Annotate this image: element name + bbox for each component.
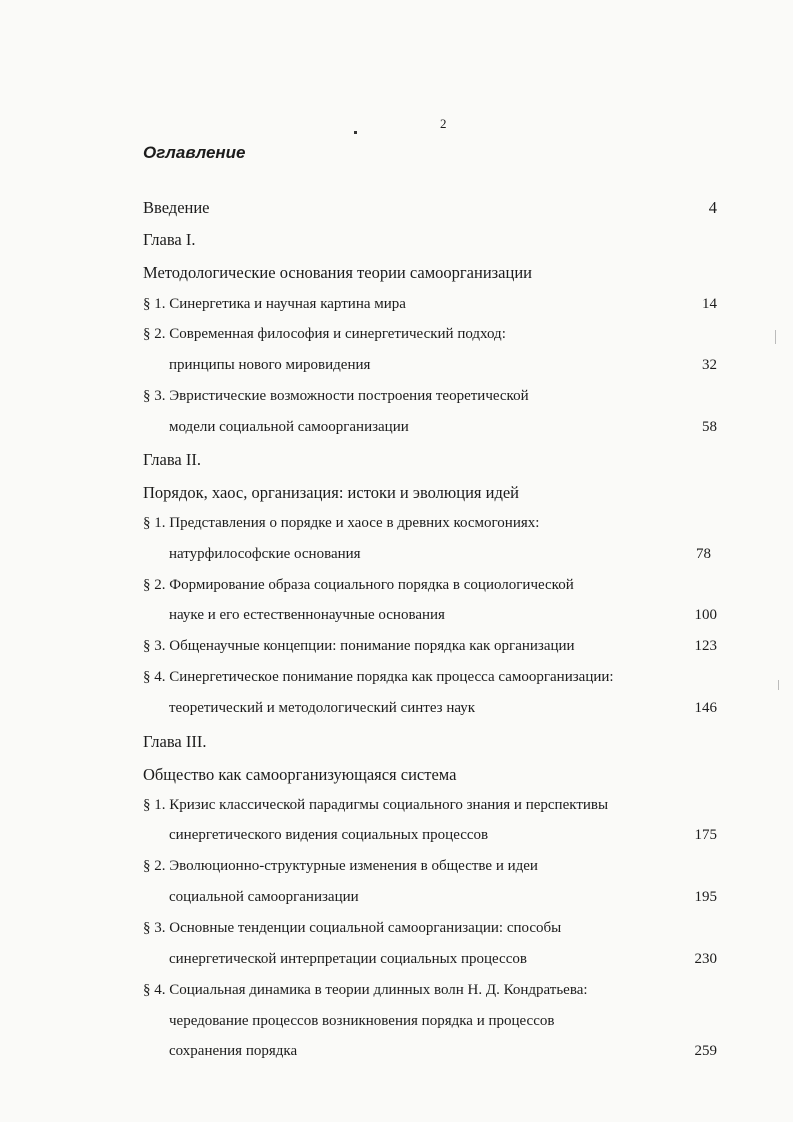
- toc-entry-text: § 3. Эвристические возможности построения теоретической: [143, 388, 529, 404]
- toc-entry-3-4-cont: [143, 1013, 723, 1037]
- toc-chapter-2: [143, 450, 723, 474]
- toc-entry-text: теоретический и методологический синтез наук: [169, 700, 476, 716]
- toc-entry-2-4: [143, 669, 723, 693]
- toc-chapter-1-title: [143, 263, 723, 287]
- toc-entry-page: 14: [702, 296, 717, 312]
- toc-entry-text: § 1. Синергетика и научная картина мира: [143, 296, 406, 312]
- toc-entry-page: 123: [694, 638, 717, 654]
- toc-entry-3-1-cont: [143, 827, 723, 851]
- toc-entry-page: 195: [694, 889, 717, 905]
- toc-entry-2-1: [143, 515, 723, 539]
- toc-entry-text: § 2. Формирование образа социального порядка в социологической: [143, 577, 574, 593]
- toc-entry-page: 100: [694, 607, 717, 623]
- toc-entry-text: модели социальной самоорганизации: [169, 419, 409, 435]
- toc-entry-page: 146: [694, 700, 717, 716]
- toc-entry-1-3-cont: [143, 419, 723, 443]
- toc-entry-2-3: [143, 638, 723, 662]
- toc-entry-text: Общество как самоорганизующаяся система: [143, 765, 457, 784]
- scan-speck: [778, 680, 779, 690]
- toc-entry-text: Глава II.: [143, 450, 201, 469]
- toc-entry-text: сохранения порядка: [169, 1043, 298, 1059]
- toc-entry-page: 32: [702, 357, 717, 373]
- toc-entry-text: Глава III.: [143, 732, 207, 751]
- toc-entry-page: 230: [694, 951, 717, 967]
- toc-entry-text: синергетической интерпретации социальных процессов: [169, 951, 527, 967]
- toc-entry-text: социальной самоорганизации: [169, 889, 359, 905]
- toc-entry-intro: [143, 198, 723, 222]
- toc-entry-text: натурфилософские основания: [169, 546, 361, 562]
- toc-entry-text: Порядок, хаос, организация: истоки и эволюция идей: [143, 483, 519, 502]
- toc-entry-1-3: [143, 388, 723, 412]
- toc-entry-3-1: [143, 797, 723, 821]
- page-number: 2: [440, 116, 447, 131]
- toc-chapter-3-title: [143, 765, 723, 789]
- toc-entry-text: § 2. Эволюционно-структурные изменения в обществе и идеи: [143, 858, 538, 874]
- toc-entry-page: 58: [702, 419, 717, 435]
- toc-entry-3-2: [143, 858, 723, 882]
- toc-entry-3-3-cont: [143, 951, 723, 975]
- toc-entry-1-1: [143, 296, 723, 320]
- toc-entry-text: § 1. Кризис классической парадигмы социального знания и перспективы: [143, 797, 609, 813]
- toc-chapter-1: [143, 230, 723, 254]
- toc-entry-1-2: [143, 326, 723, 350]
- toc-entry-text: науке и его естественнонаучные основания: [169, 607, 445, 623]
- toc-entry-text: § 3. Общенаучные концепции: понимание порядка как организации: [143, 638, 575, 654]
- toc-entry-text: § 4. Синергетическое понимание порядка как процесса самоорганизации:: [143, 669, 614, 685]
- toc-entry-3-4: [143, 982, 723, 1006]
- toc-entry-page: 259: [694, 1043, 717, 1059]
- toc-entry-text: принципы нового мировидения: [169, 357, 371, 373]
- toc-entry-2-2-cont: [143, 607, 723, 631]
- toc-entry-2-1-cont: [143, 546, 723, 570]
- toc-entry-3-4-cont2: [143, 1043, 723, 1067]
- toc-entry-2-4-cont: [143, 700, 723, 724]
- toc-entry-text: чередование процессов возникновения порядка и процессов: [169, 1013, 555, 1029]
- toc-entry-text: § 2. Современная философия и синергетический подход:: [143, 326, 506, 342]
- toc-entry-text: Методологические основания теории самоорганизации: [143, 263, 532, 282]
- toc-entry-text: синергетического видения социальных процессов: [169, 827, 489, 843]
- scan-speck: [354, 131, 357, 134]
- toc-entry-1-2-cont: [143, 357, 723, 381]
- toc-entry-page: 175: [694, 827, 717, 843]
- toc-entry-text: § 4. Социальная динамика в теории длинных волн Н. Д. Кондратьева:: [143, 982, 588, 998]
- toc-entry-text: § 1. Представления о порядке и хаосе в древних космогониях:: [143, 515, 540, 531]
- toc-entry-text: Введение: [143, 198, 210, 217]
- toc-entry-2-2: [143, 577, 723, 601]
- toc-chapter-3: [143, 732, 723, 756]
- toc-entry-text: § 3. Основные тенденции социальной самоорганизации: способы: [143, 920, 562, 936]
- scan-speck: [775, 330, 776, 344]
- page-title: Оглавление: [143, 143, 246, 162]
- toc-entry-text: Глава I.: [143, 230, 196, 249]
- toc-entry-3-3: [143, 920, 723, 944]
- toc-entry-page: 78: [696, 546, 711, 562]
- toc-chapter-2-title: [143, 483, 723, 507]
- toc-entry-page: 4: [708, 198, 717, 217]
- toc-entry-3-2-cont: [143, 889, 723, 913]
